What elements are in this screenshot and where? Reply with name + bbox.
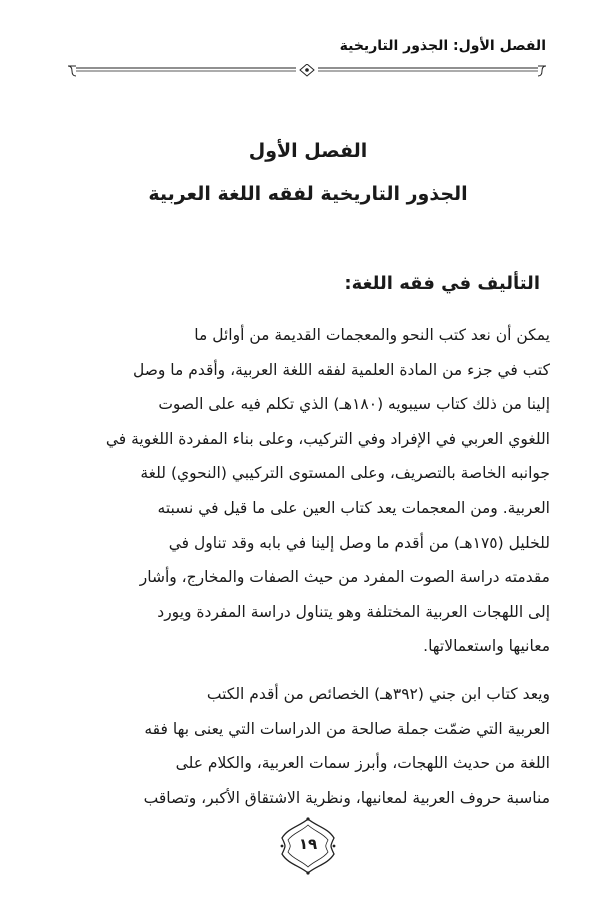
text-line: مقدمته دراسة الصوت المفرد من حيث الصفات والمخارج، وأشار xyxy=(139,568,550,587)
text-line: اللغة من حديث اللهجات، وأبرز سمات العربية، والكلام على xyxy=(175,754,550,773)
paragraph-1 xyxy=(66,322,550,668)
text-line: يمكن أن نعد كتب النحو والمعجمات القديمة من أوائل ما xyxy=(194,326,550,344)
section-heading: التأليف في فقه اللغة: xyxy=(344,273,540,294)
text-line: مناسبة حروف العربية لمعانيها، ونظرية الاشتقاق الأكبر، وتصاقب xyxy=(143,788,550,807)
chapter-subtitle: الجذور التاريخية لفقه اللغة العربية xyxy=(148,183,468,205)
text-line: كتب في جزء من المادة العلمية لفقه اللغة العربية، وأقدم ما وصل xyxy=(132,360,550,379)
text-line: إلى اللهجات العربية المختلفة وهو يتناول دراسة المفردة ويورد xyxy=(157,602,550,621)
header-ornamental-rule xyxy=(66,64,548,78)
running-header: الفصل الأول: الجذور التاريخية xyxy=(339,38,546,54)
text-line: للخليل (١٧٥هـ) من أقدم ما وصل إلينا في بابه وقد تناول في xyxy=(168,533,550,552)
text-line: العربية التي ضمّت جملة صالحة من الدراسات التي يعنى بها فقه xyxy=(144,719,550,738)
text-line: إلينا من ذلك كتاب سيبويه (١٨٠هـ) الذي تكلم فيه على الصوت xyxy=(158,395,550,414)
text-line: معانيها واستعمالاتها. xyxy=(423,637,550,656)
text-line: اللغوي العربي في الإفراد وفي التركيب، وعلى بناء المفردة اللغوية في xyxy=(105,429,550,448)
text-line: العربية. ومن المعجمات يعد كتاب العين على ما قيل في نسبته xyxy=(157,498,550,517)
page-number: ١٩ xyxy=(298,835,318,853)
chapter-title: الفصل الأول xyxy=(248,140,368,162)
text-line: ويعد كتاب ابن جني (٣٩٢هـ) الخصائص من أقدم الكتب xyxy=(206,685,550,703)
text-line: جوانبه الخاصة بالتصريف، وعلى المستوى التركيبي (النحوي) للغة xyxy=(140,464,550,483)
paragraph-2 xyxy=(66,681,550,819)
